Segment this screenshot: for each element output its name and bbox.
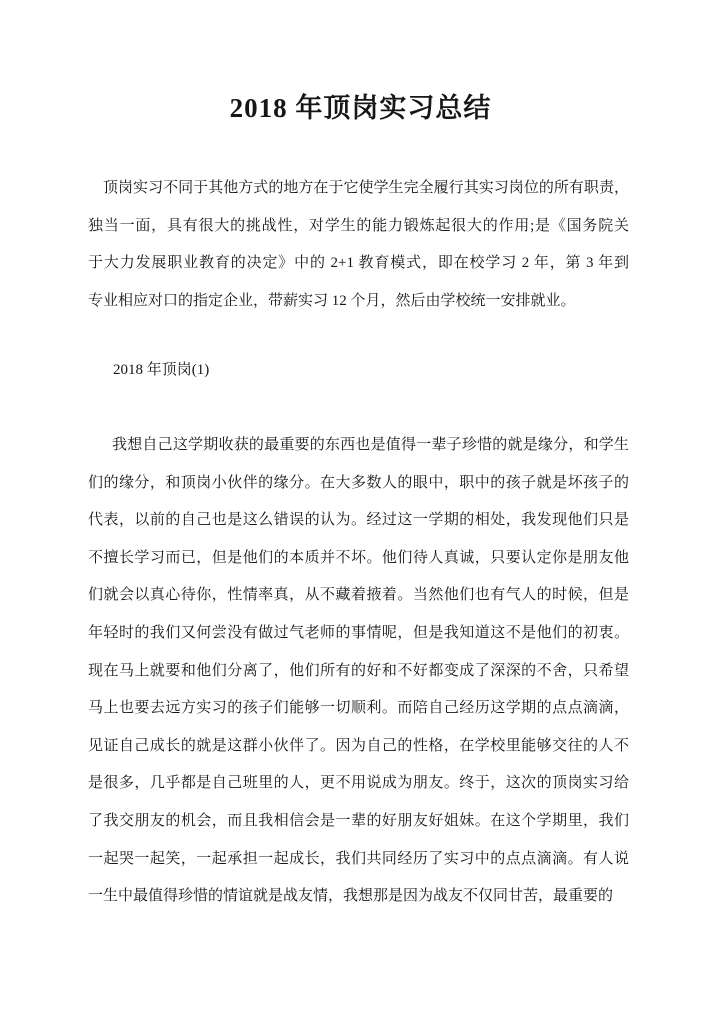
text-line: 一起哭一起笑，一起承担一起成长，我们共同经历了实习中的点点滴滴。有人说 [88,850,629,867]
text-line: 见证自己成长的就是这群小伙伴了。因为自己的性格，在学校里能够交往的人不 [88,737,629,754]
text-line: 于大力发展职业教育的决定》中的 2+1 教育模式，即在校学习 2 年，第 3 年到 [88,255,629,272]
paragraph-heading [88,352,629,390]
text-line: 们就会以真心待你，性情率真，从不藏着掖着。当然他们也有气人的时候，但是 [88,587,629,604]
text-line: 2018 年顶岗(1) [113,362,210,378]
text-line: 专业相应对口的指定企业，带薪实习 12 个月，然后由学校统一安排就业。 [88,292,576,309]
text-line: 了我交朋友的机会，而且我相信会是一辈的好朋友好姐妹。在这个学期里，我们 [88,812,629,829]
text-line: 年轻时的我们又何尝没有做过气老师的事情呢，但是我知道这不是他们的初衷。 [88,624,629,641]
text-line: 们的缘分，和顶岗小伙伴的缘分。在大多数人的眼中，职中的孩子就是坏孩子的 [88,474,629,491]
text-line: 马上也要去远方实习的孩子们能够一切顺利。而陪自己经历这学期的点点滴滴， [88,700,629,717]
text-line: 不擅长学习而已，但是他们的本质并不坏。他们待人真诚，只要认定你是朋友他 [88,549,629,566]
paragraph-body [88,427,629,916]
text-line: 是很多，几乎都是自己班里的人，更不用说成为朋友。终于，这次的顶岗实习给 [88,775,629,792]
text-line: 现在马上就要和他们分离了，他们所有的好和不好都变成了深深的不舍，只希望 [88,662,629,679]
text-line: 顶岗实习不同于其他方式的地方在于它使学生完全履行其实习岗位的所有职责， [103,180,629,196]
paragraph-intro [88,170,629,320]
document-body [88,0,629,1020]
text-line: 我想自己这学期收获的最重要的东西也是值得一辈子珍惜的就是缘分，和学生 [112,437,629,453]
document-title: 2018 年顶岗实习总结 [229,93,492,123]
text-line: 代表，以前的自己也是这么错误的认为。经过这一学期的相处，我发现他们只是 [88,512,629,529]
text-line: 一生中最值得珍惜的情谊就是战友情，我想那是因为战友不仅同甘苦，最重要的 [88,888,614,905]
text-line: 独当一面，具有很大的挑战性，对学生的能力锻炼起很大的作用;是《国务院关 [88,217,629,234]
